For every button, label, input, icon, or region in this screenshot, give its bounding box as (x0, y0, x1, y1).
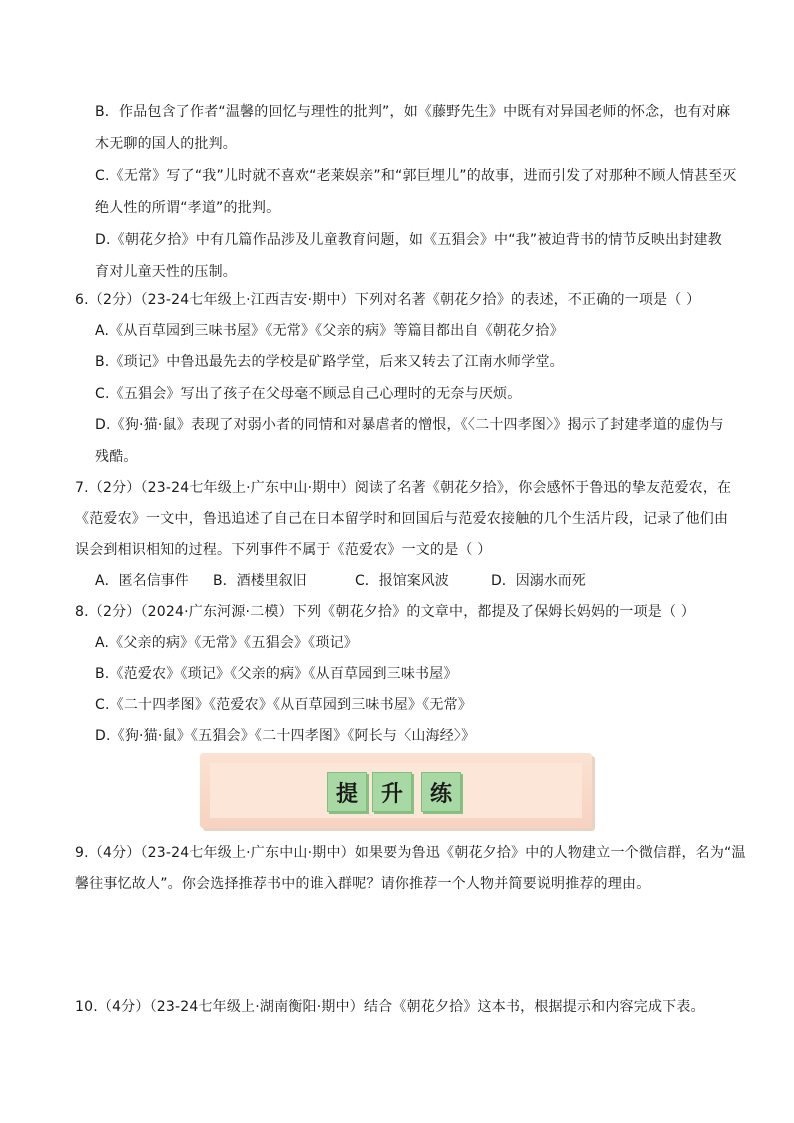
q7-option-a: A．匿名信事件 (95, 573, 189, 589)
text-line: 绝人性的所谓“孝道”的批判。 (95, 200, 281, 216)
text-line: D.《狗·猫·鼠》表现了对弱小者的同情和对暴虐者的憎恨，《〈二十四孝图〉》揭示了封建孝道的虚伪与 (95, 417, 724, 433)
text-line: 7.（2分）（23-24七年级上·广东中山·期中）阅读了名著《朝花夕拾》，你会感怀于鲁迅的挚友范爱农，在 (75, 480, 732, 496)
text-line: 10.（4分）（23-24七年级上·湖南衡阳·期中）结合《朝花夕拾》这本书，根据提示和内容完成下表。 (75, 999, 705, 1015)
text-line: D.《朝花夕拾》中有几篇作品涉及儿童教育问题，如《五猖会》中“我”被迫背书的情节反映出封建教 (95, 232, 722, 248)
text-line: 6.（2分）（23-24七年级上·江西吉安·期中）下列对名著《朝花夕拾》的表述，不正确的一项是（ ） (75, 292, 701, 308)
text-line: 育对儿童天性的压制。 (95, 264, 237, 280)
banner-char-box: 练 (421, 772, 461, 812)
text-line: B.《范爱农》《琐记》《父亲的病》《从百草园到三味书屋》 (95, 666, 458, 682)
text-line: C.《五猖会》写出了孩子在父母毫不顾忌自己心理时的无奈与厌烦。 (95, 386, 522, 402)
text-line: 9.（4分）（23-24七年级上·广东中山·期中）如果要为鲁迅《朝花夕拾》中的人物建立一个微信群，名为“温 (75, 845, 746, 861)
text-line: B．作品包含了作者“温馨的回忆与理性的批判”，如《藤野先生》中既有对异国老师的怀念，也有对麻 (95, 104, 731, 120)
text-line: D.《狗·猫·鼠》《五猖会》《二十四孝图》《阿长与〈山海经〉》 (95, 728, 476, 744)
text-line: A.《从百草园到三味书屋》《无常》《父亲的病》等篇目都出自《朝花夕拾》 (95, 323, 564, 339)
text-line: C.《无常》写了“我”儿时就不喜欢“老莱娱亲”和“郭巨埋儿”的故事，进而引发了对那种不顾人情甚至灭 (95, 168, 737, 184)
q7-option-c: C．报馆案风波 (355, 573, 449, 589)
text-line: 残酷。 (95, 449, 138, 465)
text-line: 8.（2分）（2024·广东河源·二模）下列《朝花夕拾》的文章中，都提及了保姆长妈妈的一项是（ ） (75, 604, 696, 620)
text-line: 木无聊的国人的批判。 (95, 136, 237, 152)
q7-option-b: B．酒楼里叙旧 (213, 573, 307, 589)
text-line: 馨往事忆故人”。你会选择推荐书中的谁入群呢？请你推荐一个人物并简要说明推荐的理由。 (75, 876, 651, 892)
text-line: B.《琐记》中鲁迅最先去的学校是矿路学堂，后来又转去了江南水师学堂。 (95, 354, 564, 370)
text-line: 《范爱农》一文中，鲁迅追述了自己在日本留学时和回国后与范爱农接触的几个生活片段，记录了他们由 (75, 511, 729, 527)
q7-option-d: D．因溺水而死 (491, 573, 586, 589)
banner-char-box: 提 (327, 772, 367, 812)
text-line: A.《父亲的病》《无常》《五猖会》《琐记》 (95, 635, 358, 651)
banner-char-box: 升 (372, 772, 412, 812)
text-line: 误会到相识相知的过程。下列事件不属于《范爱农》一文的是（ ） (75, 542, 492, 558)
text-line: C.《二十四孝图》《范爱农》《从百草园到三味书屋》《无常》 (95, 697, 473, 713)
